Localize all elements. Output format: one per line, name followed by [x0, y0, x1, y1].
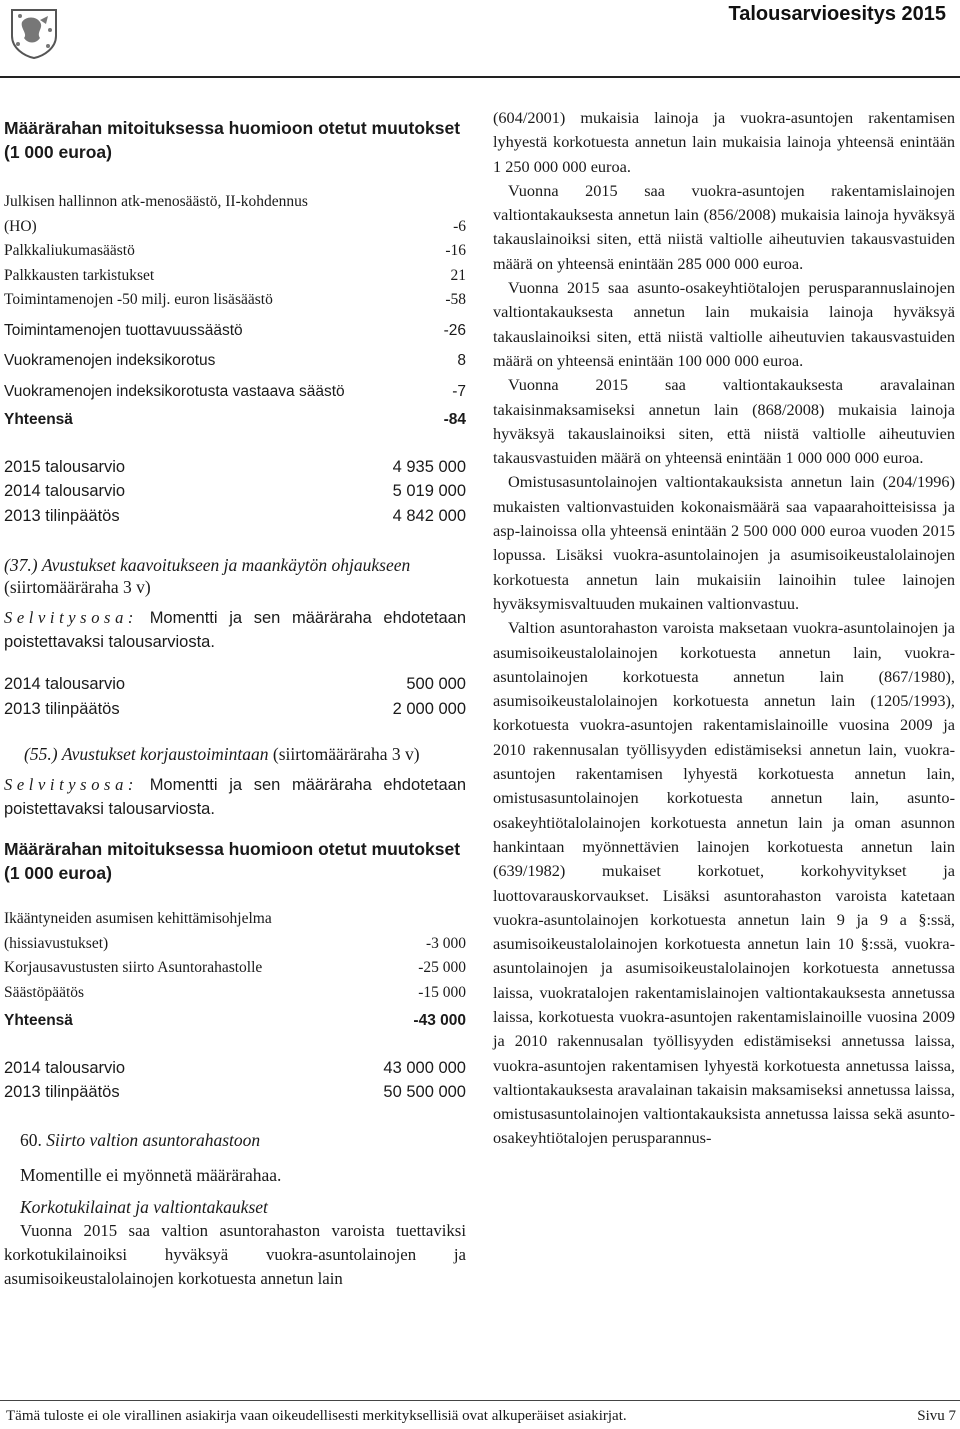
left-column [4, 116, 466, 1291]
page-header-title: Talousarvioesitys 2015 [728, 3, 946, 25]
table-row: Korjausavustusten siirto Asuntorahastolle -25 000 [4, 959, 466, 976]
budget-row: 2014 talousarvio 500 000 [4, 675, 466, 693]
paragraph: Vuonna 2015 saa valtiontakauksesta aravalainan takaisinmaksamiseksi annetun lain (868/2008) mukaisia lainoja hyväksyä takauslainoiksi siten, että niistä valtiolle aiheutuvien takausvastuiden määrä on yhteensä enintään 1 000 000 000 euroa. [493, 375, 955, 468]
paragraph: Vuonna 2015 saa vuokra-asuntojen rakentamislainojen valtiontakauksesta annetun lain (856/2008) mukaisia lainoja hyväksyä takauslainoiksi siten, että niistä valtiolle aiheutuvien takausvastuiden määrä on yhteensä enintään 285 000 000 euroa. [493, 180, 955, 273]
table-row: Säästöpäätös -15 000 [4, 983, 466, 1001]
table-row: Toimintamenojen tuottavuussäästö -26 [4, 321, 466, 339]
paragraph: (604/2001) mukaisia lainoja ja vuokra-asuntojen rakentamisen lyhyestä korkotuesta annetun lain mukaisia lainoja yhteensä enintään 1 250 000 000 euroa. [493, 108, 955, 176]
item-55-title: (55.) Avustukset korjaustoimintaan (siirtomääräraha 3 v) [24, 744, 420, 764]
paragraph: Vuonna 2015 saa asunto-osakeyhtiötalojen perusparannuslainojen valtiontakauksesta annetun lain mukaisia lainoja hyväksyä takauslainoiksi siten, että niistä valtiolle aiheutuvien takausvastuiden määrä on yhteensä enintään 100 000 000 euroa. [493, 278, 955, 370]
table-row: Vuokramenojen indeksikorotusta vastaava säästö -7 [4, 382, 466, 400]
item-37-title: (37.) Avustukset kaavoitukseen ja maankäytön ohjaukseen (siirtomääräraha 3 v) [4, 555, 411, 597]
budget-row: 2013 tilinpäätös 50 500 000 [4, 1083, 466, 1101]
page-footer [6, 1408, 956, 1425]
subheading-korkotukilainat: Korkotukilainat ja valtiontakaukset [20, 1196, 268, 1217]
budget-figures-1 [4, 455, 466, 529]
table-row: Julkisen hallinnon atk-menosäästö, II-kohdennus [4, 193, 308, 210]
section-heading-changes-2: Määrärahan mitoituksessa huomioon otetut muutokset (1 000 euroa) [4, 839, 461, 883]
table-total-row: Yhteensä -43 000 [4, 1012, 466, 1029]
item-60-text: Momentille ei myönnetä määrärahaa. [20, 1164, 282, 1185]
section-heading-changes-1: Määrärahan mitoituksessa huomioon otetut muutokset (1 000 euroa) [4, 118, 461, 162]
finnish-coat-of-arms-lion-icon [6, 6, 62, 60]
budget-figures-2 [4, 672, 466, 721]
budget-row: 2014 talousarvio 43 000 000 [4, 1058, 466, 1077]
table-row: Vuokramenojen indeksikorotus 8 [4, 352, 466, 369]
budget-row: 2015 talousarvio 4 935 000 [4, 457, 466, 476]
table-row: Palkkaliukumasäästö -16 [4, 242, 466, 259]
table-total-row: Yhteensä -84 [4, 411, 466, 428]
header-divider [0, 76, 960, 78]
item-60-title: 60. Siirto valtion asuntorahastoon [20, 1129, 261, 1150]
right-column [493, 106, 955, 1151]
page-number: Sivu 7 [917, 1408, 956, 1424]
table-row: Ikääntyneiden asumisen kehittämisohjelma (hissiavustukset) -3 000 [4, 910, 466, 952]
table-row: Palkkausten tarkistukset 21 [4, 266, 466, 284]
footer-divider [0, 1400, 960, 1401]
changes-table-1 [4, 190, 466, 433]
item-37-explanation: Selvitysosa: Momentti ja sen määräraha ehdotetaan poistettavaksi talousarviosta. [4, 608, 466, 651]
paragraph: Valtion asuntorahaston varoista maksetaan vuokra-asuntolainojen ja asumisoikeustalolainojen korkotuesta annetun lain, vuokra-asuntolainojen korkotuesta annetun lain (867/1980), asumisoikeustalolainojen korkotuesta annetun lain (1205/1993), korkotuesta vuokra-asuntojen rakentamislainoille vuosina 2009 ja 2010 rakennusalan työllisyyden edistämiseksi annetun lain, vuokra-asuntojen rakentamisen lyhyestä korkotuesta annetun lain, omistusasuntolainojen korkotuesta annetun lain, asunto-osakeyhtiötalolainojen korkotuesta annetun lain ja oman asunnon hankintaan myönnettävien lainojen korkotuesta annetun lain (639/1982) mukaiset korkotuet, korkohyvitykset ja luottovarauskorvaukset. Lisäksi asuntorahaston varoista katetaan vuokra-asuntolainojen korkotuesta annetun lain 9 ja 9 a §:ssä, asumisoikeustalolainojen korkotuesta annetun lain 10 §:ssä, vuokra-asuntolainojen ja asumisoikeustalolainojen korkotuesta annetussa laissa, vuokratalojen rakentamislainojen valtiontakauksesta annetussa laissa, korkotuesta vuokra-asuntojen rakentamislainoille vuosina 2009 ja 2010 rakennusalan työllisyyden edistämiseksi annetussa laissa, vuokra-asuntojen rakentamisen lyhyestä korkotuesta annetussa laissa, valtiontakauksesta aravalainan takaisin maksamiseksi annetussa laissa, omistusasuntolainojen valtiontakauksista annetussa laissa sekä asunto-osakeyhtiötalojen perusparannus- [493, 618, 955, 1148]
budget-row: 2013 tilinpäätös 2 000 000 [4, 699, 466, 718]
budget-row: 2014 talousarvio 5 019 000 [4, 482, 466, 500]
budget-figures-3 [4, 1056, 466, 1105]
changes-table-2 [4, 907, 466, 1034]
paragraph: Omistusasuntolainojen valtiontakauksista annetun lain (204/1996) mukaisten valtionvastuiden kokonaismäärä saa vapaarahoitteisissa ja asp-lainoissa olla yhteensä enintään 2 500 000 000 euroa vuoden 2015 lopussa. Lisäksi vuokra-asuntolainojen ja asumisoikeustalolainojen korkotuesta annetun lain mukaisiin lainoihin tulee lainojen hyväksymisvaltuuden mukainen valtionvastuu. [493, 472, 955, 613]
item-55-explanation: Selvitysosa: Momentti ja sen määräraha ehdotetaan poistettavaksi talousarviosta. [4, 775, 466, 818]
table-row: (HO) -6 [4, 217, 466, 235]
footer-disclaimer: Tämä tuloste ei ole virallinen asiakirja vaan oikeudellisesti merkityksellisiä ovat alkuperäiset asiakirjat. [6, 1408, 627, 1424]
budget-row: 2013 tilinpäätös 4 842 000 [4, 506, 466, 525]
table-row: Toimintamenojen -50 milj. euron lisäsäästö -58 [4, 291, 466, 308]
paragraph: Vuonna 2015 saa valtion asuntorahaston varoista tuettaviksi korkotukilainoiksi hyväksyä vuokra-asuntolainojen ja asumisoikeustalolainojen korkotuesta annetun lain [4, 1220, 466, 1289]
